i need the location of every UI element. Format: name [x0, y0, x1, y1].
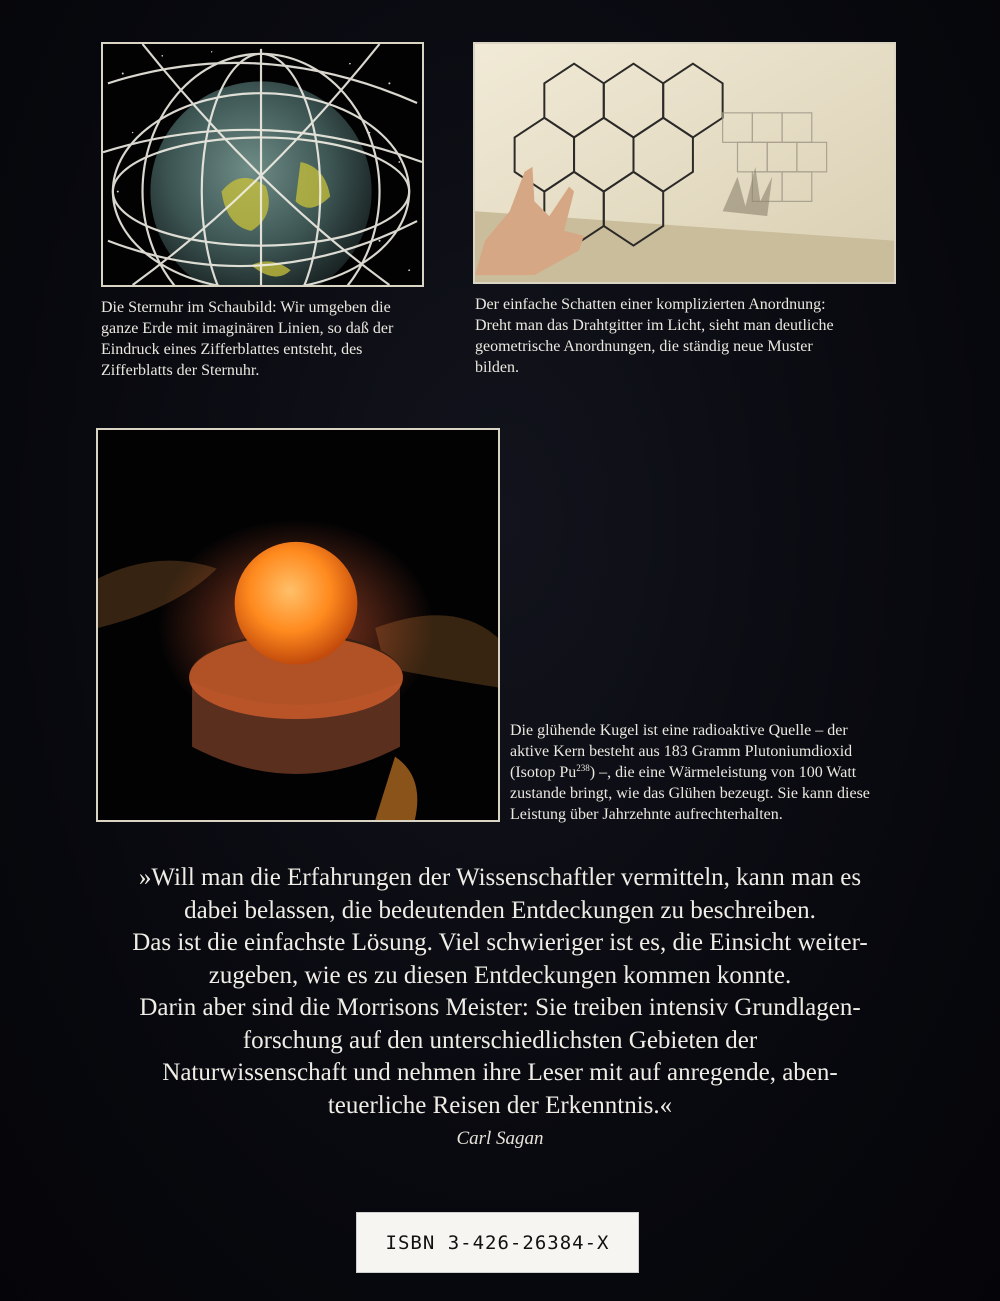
- caption-line: Leistung über Jahrzehnte aufrechterhalten.: [510, 806, 783, 823]
- caption-line: ganze Erde mit imaginären Linien, so daß der: [101, 320, 394, 337]
- sagan-quote: [110, 862, 890, 1122]
- lattice-caption: [475, 294, 895, 378]
- caption-line: aktive Kern besteht aus 183 Gramm Plutoniumdioxid: [510, 743, 853, 760]
- caption-text: (Isotop Pu: [510, 764, 577, 781]
- quote-line: Darin aber sind die Morrisons Meister: Sie treiben intensiv Grundlagen-: [139, 994, 861, 1021]
- caption-line: [510, 762, 910, 783]
- caption-line: Eindruck eines Zifferblattes entsteht, des: [101, 341, 363, 358]
- caption-line: Die Sternuhr im Schaubild: Wir umgeben die: [101, 299, 391, 316]
- quote-line: forschung auf den unterschiedlichsten Gebieten der: [242, 1026, 758, 1054]
- quote-line: Das ist die einfachste Lösung. Viel schwieriger ist es, die Einsicht weiter-: [132, 929, 868, 956]
- glowing-sphere-photo: [96, 428, 500, 822]
- caption-text: ) –, die eine Wärmeleistung von 100 Watt: [589, 764, 857, 781]
- globe-caption: [101, 297, 431, 381]
- caption-line: Der einfache Schatten einer komplizierten Anordnung:: [475, 296, 826, 313]
- quote-line: teuerliche Reisen der Erkenntnis.«: [327, 1091, 673, 1119]
- quote-line: dabei belassen, die bedeutenden Entdeckungen zu beschreiben.: [184, 896, 816, 924]
- caption-line: zustande bringt, wie das Glühen bezeugt. Sie kann diese: [510, 785, 870, 802]
- caption-line: geometrische Anordnungen, die ständig neue Muster: [475, 338, 813, 355]
- sphere-caption: [510, 720, 910, 825]
- caption-line: Dreht man das Drahtgitter im Licht, sieht man deutliche: [475, 317, 834, 334]
- quote-line: Naturwissenschaft und nehmen ihre Leser mit auf anregende, aben-: [162, 1059, 838, 1086]
- quote-author: Carl Sagan: [456, 1128, 544, 1149]
- wire-lattice-shadow-photo: [473, 42, 896, 284]
- isotope-superscript: 238: [576, 763, 590, 773]
- globe-star-clock-photo: [101, 42, 424, 287]
- quote-line: zugeben, wie es zu diesen Entdeckungen kommen konnte.: [208, 961, 792, 989]
- isbn-text: ISBN 3-426-26384-X: [385, 1231, 610, 1254]
- caption-line: bilden.: [475, 359, 519, 376]
- isbn-label: [356, 1212, 639, 1273]
- caption-line: Die glühende Kugel ist eine radioaktive Quelle – der: [510, 722, 848, 739]
- caption-line: Zifferblatts der Sternuhr.: [101, 362, 260, 379]
- quote-line: »Will man die Erfahrungen der Wissenschaftler vermitteln, kann man es: [138, 864, 862, 891]
